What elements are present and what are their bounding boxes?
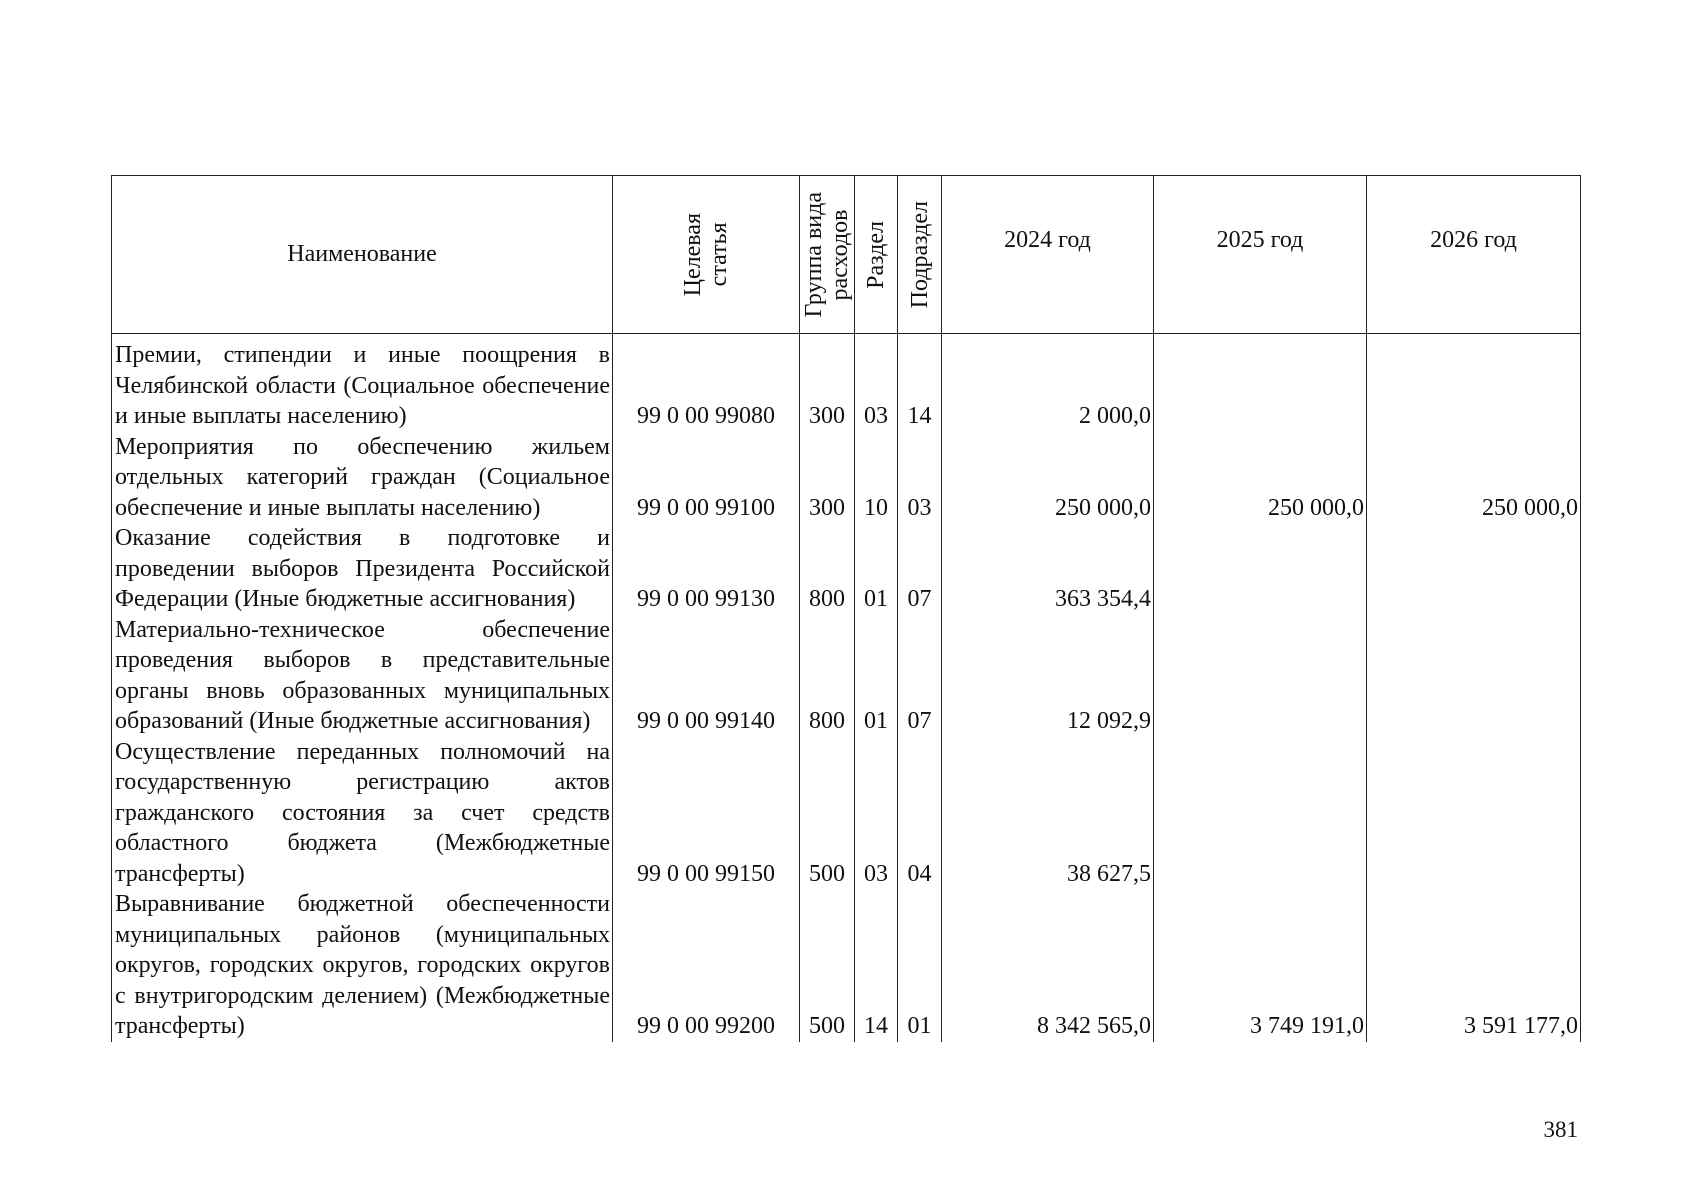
row-value-2026 [1367, 334, 1581, 432]
budget-table [111, 175, 1581, 1042]
row-value-2026 [1367, 523, 1581, 615]
row-value-2026 [1367, 615, 1581, 737]
row-group: 300 [800, 334, 855, 432]
row-value-2025 [1154, 334, 1367, 432]
header-year-2024 [942, 176, 1154, 334]
header-group-label: Группа вида расходов [801, 191, 853, 318]
header-target-label: Целевая статья [680, 212, 732, 297]
row-name: Мероприятия по обеспечению жильем отдельных категорий граждан (Социальное обеспечение и иные выплаты населению) [112, 432, 613, 524]
row-section: 01 [855, 615, 898, 737]
header-year-2025-label: 2025 год [1216, 227, 1304, 254]
row-name: Премии, стипендии и иные поощрения в Челябинской области (Социальное обеспечение и иные выплаты населению) [112, 334, 613, 432]
header-year-2025 [1154, 176, 1367, 334]
row-group: 800 [800, 615, 855, 737]
row-value-2024: 12 092,9 [942, 615, 1154, 737]
header-year-2026-label: 2026 год [1430, 227, 1517, 254]
row-value-2026: 3 591 177,0 [1367, 889, 1581, 1042]
table-header-row [112, 176, 1581, 334]
table-row [112, 615, 1581, 737]
row-value-2024: 363 354,4 [942, 523, 1154, 615]
row-value-2026 [1367, 737, 1581, 890]
row-subsection: 07 [898, 523, 942, 615]
row-value-2025 [1154, 737, 1367, 890]
row-group: 500 [800, 889, 855, 1042]
row-section: 01 [855, 523, 898, 615]
table-row [112, 523, 1581, 615]
header-year-2026 [1367, 176, 1581, 334]
row-subsection: 03 [898, 432, 942, 524]
row-value-2024: 250 000,0 [942, 432, 1154, 524]
row-target: 99 0 00 99130 [613, 523, 800, 615]
header-target [613, 176, 800, 334]
header-section [855, 176, 898, 334]
row-group: 800 [800, 523, 855, 615]
row-target: 99 0 00 99080 [613, 334, 800, 432]
row-target: 99 0 00 99200 [613, 889, 800, 1042]
header-name-label: Наименование [287, 241, 437, 268]
header-subsection-label: Подраздел [906, 200, 933, 309]
row-target: 99 0 00 99140 [613, 615, 800, 737]
row-target: 99 0 00 99100 [613, 432, 800, 524]
row-name: Осуществление переданных полномочий на государственную регистрацию актов гражданского состояния за счет средств областного бюджета (Межбюджетные трансферты) [112, 737, 613, 890]
row-group: 300 [800, 432, 855, 524]
row-value-2026: 250 000,0 [1367, 432, 1581, 524]
header-name [112, 176, 613, 334]
table-row [112, 889, 1581, 1042]
row-group: 500 [800, 737, 855, 890]
row-value-2024: 2 000,0 [942, 334, 1154, 432]
row-value-2025 [1154, 615, 1367, 737]
row-value-2024: 38 627,5 [942, 737, 1154, 890]
row-value-2024: 8 342 565,0 [942, 889, 1154, 1042]
row-value-2025: 3 749 191,0 [1154, 889, 1367, 1042]
row-section: 14 [855, 889, 898, 1042]
row-target: 99 0 00 99150 [613, 737, 800, 890]
row-name: Материально-техническое обеспечение проведения выборов в представительные органы вновь образованных муниципальных образований (Иные бюджетные ассигнования) [112, 615, 613, 737]
table-row [112, 432, 1581, 524]
row-value-2025: 250 000,0 [1154, 432, 1367, 524]
row-subsection: 07 [898, 615, 942, 737]
row-subsection: 01 [898, 889, 942, 1042]
header-group [800, 176, 855, 334]
row-section: 03 [855, 334, 898, 432]
table-row [112, 737, 1581, 890]
page-number: 381 [1543, 1117, 1578, 1142]
row-value-2025 [1154, 523, 1367, 615]
header-section-label: Раздел [863, 220, 889, 289]
header-subsection [898, 176, 942, 334]
table-row [112, 334, 1581, 432]
row-name: Выравнивание бюджетной обеспеченности муниципальных районов (муниципальных округов, городских округов, городских округов с внутригородским делением) (Межбюджетные трансферты) [112, 889, 613, 1042]
header-year-2024-label: 2024 год [1004, 227, 1091, 254]
row-name: Оказание содействия в подготовке и проведении выборов Президента Российской Федерации (Иные бюджетные ассигнования) [112, 523, 613, 615]
row-subsection: 04 [898, 737, 942, 890]
row-section: 10 [855, 432, 898, 524]
row-subsection: 14 [898, 334, 942, 432]
row-section: 03 [855, 737, 898, 890]
